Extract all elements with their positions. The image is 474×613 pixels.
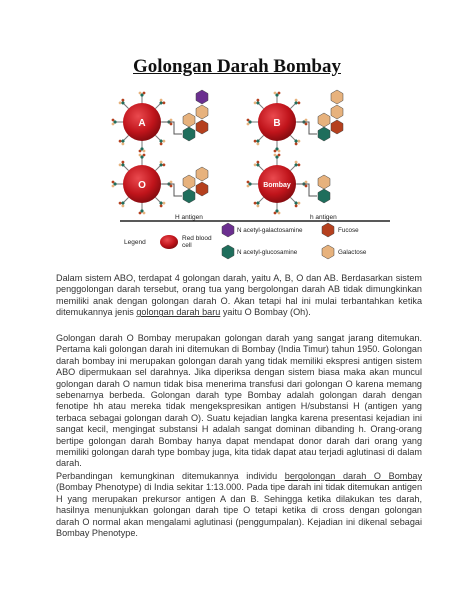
cell-a-label: A xyxy=(138,118,146,129)
cell-b-label: B xyxy=(273,118,281,129)
galactose-legend-label: Galactose xyxy=(338,249,367,256)
p3-text-b: (Bombay Phenotype) di India sekitar 1:13.000. Pada tipe darah ini tidak ditemukan antigen H yang merupakan prekursor antigen A dan B. Sehingga ketika dilakukan tes darah, hasilnya menunjukkan golongan darah tipe O tetapi ketika di cross dengan golongan darah O normal akan mengalami aglutinasi (penggumpalan). Kejadian ini dikenal sebagai Bombay Phenotype. xyxy=(56,482,422,539)
galactose-legend-swatch xyxy=(322,245,334,259)
paragraph-bombay-phenotype xyxy=(56,471,422,539)
cell-bombay-label: Bombay xyxy=(263,182,291,189)
fucose-legend-label: Fucose xyxy=(338,227,359,234)
link-golongan-darah-baru[interactable]: golongan darah baru xyxy=(136,307,221,318)
cell-o-label: O xyxy=(138,180,146,191)
page-title: Golongan Darah Bombay xyxy=(133,56,341,77)
glcnac-legend-swatch xyxy=(222,245,234,259)
antigen-chain-bombay xyxy=(297,175,330,203)
h-antigen-label: H antigen xyxy=(175,214,203,221)
glcnac-legend-label: N acetyl-glucosamine xyxy=(237,249,298,256)
antigen-chain-a xyxy=(162,90,208,141)
link-bergolongan-darah-o-bombay[interactable]: bergolongan darah O Bombay xyxy=(284,471,422,481)
bombay-antigen-figure xyxy=(100,84,400,264)
galnac-legend-label: N acetyl-galactosamine xyxy=(237,227,303,234)
rbc-legend-swatch xyxy=(160,235,178,249)
h-antigen-small-label: h antigen xyxy=(310,214,337,221)
paragraph-o-bombay: Golongan darah O Bombay merupakan golongan darah yang sangat jarang ditemukan. Pertama kali golongan darah ini ditemukan di Bombay (India Timur) tahun 1950. Golongan darah bombay ini merupakan golongan darah yang tidak memiliki ekspresi antigen sistem ABO dipermukaan sel darahnya. Jika diperiksa dengan sistem biasa maka akan muncul golongan darah O namun tidak bisa menerima transfusi dari golongan O karena memang sebenarnya berbeda. Golongan darah type Bombay adalah golongan darah dengan fenotipe hh atau mereka tidak mengekspresikan antigen H/substansi H (antigen yang terbaca sebagai golongan darah O). Suatu kejadian langka karena presentasi kejadian ini sangat kecil, mengingat substansi H adalah sangat dominan dibanding h. Orang-orang bertipe golongan darah Bombay hanya dapat mendapat donor darah dari orang yang memiliki golongan darah type bombay juga, kita tidak dapat atau terjadi aglutinasi di dalam darah. xyxy=(56,333,422,469)
figure-legend xyxy=(124,223,367,259)
antigen-chain-b xyxy=(297,90,343,141)
galnac-legend-swatch xyxy=(222,223,234,237)
p1-text-b: yaitu O Bombay (Oh). xyxy=(220,307,311,318)
p3-text-a: Perbandingan kemungkinan ditemukannya individu xyxy=(56,471,285,481)
rbc-legend-label: Red blood cell xyxy=(182,235,212,249)
fucose-legend-swatch xyxy=(322,223,334,237)
p1-text-a: Dalam sistem ABO, terdapat 4 golongan darah, yaitu A, B, O dan AB. Berdasarkan sistem penggolongan darah tersebut, orang tua yang bergolongan darah AB tidak dimungkinkan memiliki anak dengan golongan darah O. Akan tetapi hal ini mulai terbantahkan ketika ditemukannya jenis xyxy=(56,273,422,318)
legend-label: Legend xyxy=(124,239,146,246)
paragraph-abo-intro xyxy=(56,273,422,319)
